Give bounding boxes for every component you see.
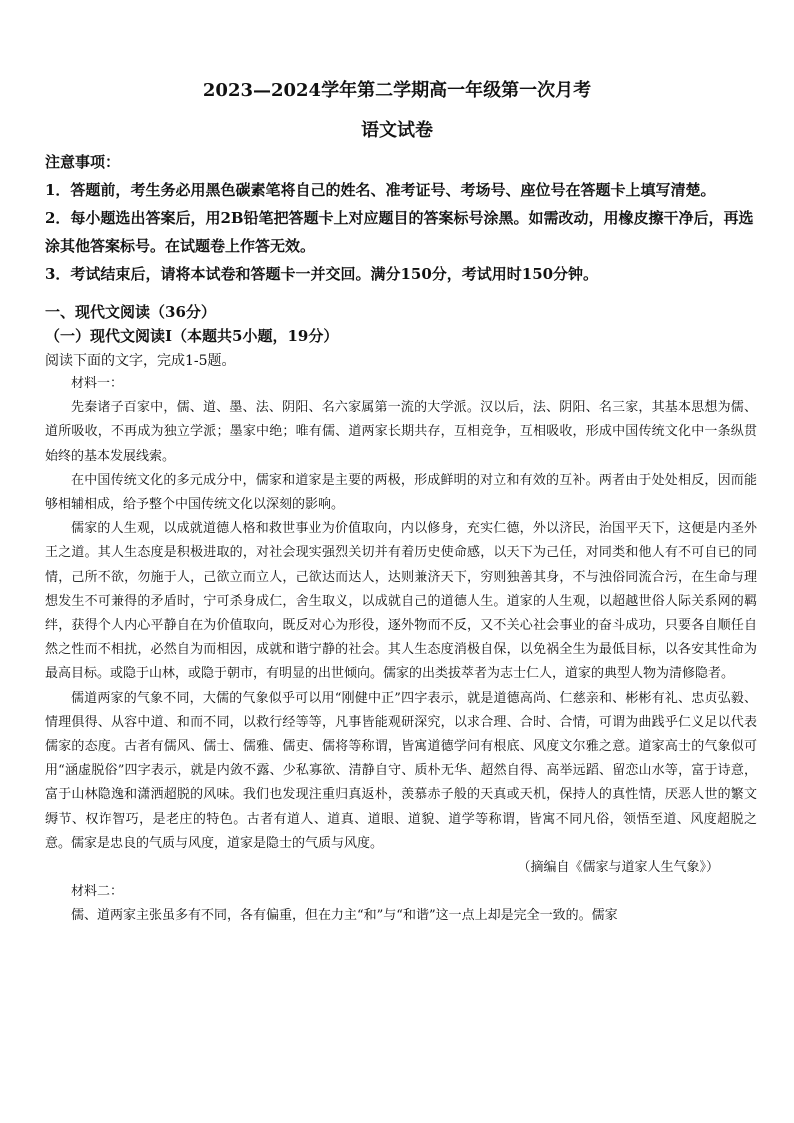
subsection-title: （一）现代文阅读Ⅰ（本题共5小题，19分）: [45, 327, 339, 345]
material-1-paragraph-3: 儒家的人生观，以成就道德人格和救世事业为价值取向，内以修身，充实仁德，外以济民，治国平天下，这便是内圣外王之道。其人生态度是积极进取的，对社会现实强烈关切并有着历史使命感，以天下为己任，对同类和他人有不可自已的同情，己所不欲，勿施于人，己欲立而立人，己欲达而达人，达则兼济天下，穷则独善其身，不与浊俗同流合污，在生命与理想发生不可兼得的矛盾时，宁可杀身成仁，舍生取义，以成就自己的道德人生。道家的人生观，以超越世俗人际关系网的羁绊，获得个人内心平静自在为价值取向，既反对心为形役，逐外物而不反，又不关心社会事业的奋斗成功，只要各自顺任自然之性而不相扰，必然自为而相因，成就和谐宁静的社会。其人生态度消极自保，以免祸全生为最低目标，以各安其性命为最高目标。或隐于山林，或隐于朝市，有明显的出世倾向。儒家的出类拔萃者为志士仁人，道家的典型人物为清修隐者。: [45, 521, 757, 682]
section-title: 一、现代文阅读（36分）: [45, 303, 216, 321]
reading-passage: [45, 372, 757, 929]
note-item-1: 1．答题前，考生务必用黑色碳素笔将自己的姓名、准考证号、考场号、座位号在答题卡上填写清楚。: [45, 181, 716, 199]
notes-heading: 注意事项：: [45, 153, 121, 171]
material-1-paragraph-1: 先秦诸子百家中，儒、道、墨、法、阴阳、名六家属第一流的大学派。汉以后，法、阴阳、名三家，其基本思想为儒、道所吸收，不再成为独立学派；墨家中绝；唯有儒、道两家长期共存，互相竞争，互相吸收，形成中国传统文化中一条纵贯始终的基本发展线索。: [45, 400, 757, 464]
note-item-2: 2．每小题选出答案后，用2B铅笔把答题卡上对应题目的答案标号涂黑。如需改动，用橡皮擦干净后，再选涂其他答案标号。在试题卷上作答无效。: [45, 209, 754, 255]
material-1-source: （摘编自《儒家与道家人生气象》）: [517, 860, 719, 876]
material-1-paragraph-4: 儒道两家的气象不同，大儒的气象似乎可以用“刚健中正”四字表示，就是道德高尚、仁慈亲和、彬彬有礼、忠贞弘毅、情理俱得、从容中道、和而不同，以救行经等等，凡事皆能观研深究，以求合理、合时、合情，可谓为曲践乎仁义足以代表儒家的态度。古者有儒风、儒士、儒雅、儒吏、儒将等称谓，皆寓道德学问有根底、风度文尔雅之意。道家高士的气象似可用“涵虚脱俗”四字表示，就是内敛不露、少私寡欲、清静自守、质朴无华、超然自得、高举远蹈、留恋山水等，富于诗意，富于山林隐逸和潇洒超脱的风味。我们也发现注重归真返朴，羡慕赤子般的天真或天机，保持人的真性情，厌恶人世的繁文缛节、权诈智巧，是老庄的特色。古者有道人、道真、道眼、道貌、道学等称谓，皆寓不同凡俗，领悟至道、风度超脱之意。儒家是忠良的气质与风度，道家是隐士的气质与风度。: [45, 690, 757, 851]
exam-title: 2023—2024学年第二学期高一年级第一次月考: [202, 80, 592, 101]
reading-instruction: 阅读下面的文字，完成1-5题。: [45, 353, 236, 369]
notes-block: [45, 148, 757, 288]
exam-subtitle: 语文试卷: [361, 120, 433, 141]
note-item-3: 3．考试结束后，请将本试卷和答题卡一并交回。满分150分，考试用时150分钟。: [45, 265, 599, 283]
material-1-paragraph-2: 在中国传统文化的多元成分中，儒家和道家是主要的两极，形成鲜明的对立和有效的互补。两者由于处处相反，因而能够相辅相成，给予整个中国传统文化以深刻的影响。: [45, 472, 757, 513]
material-1-label: 材料一：: [71, 376, 124, 391]
material-2-paragraph-1: 儒、道两家主张虽多有不同，各有偏重，但在力主“和”与“和谐”这一点上却是完全一致的。儒家: [71, 908, 618, 924]
material-2-label: 材料二：: [71, 884, 124, 900]
